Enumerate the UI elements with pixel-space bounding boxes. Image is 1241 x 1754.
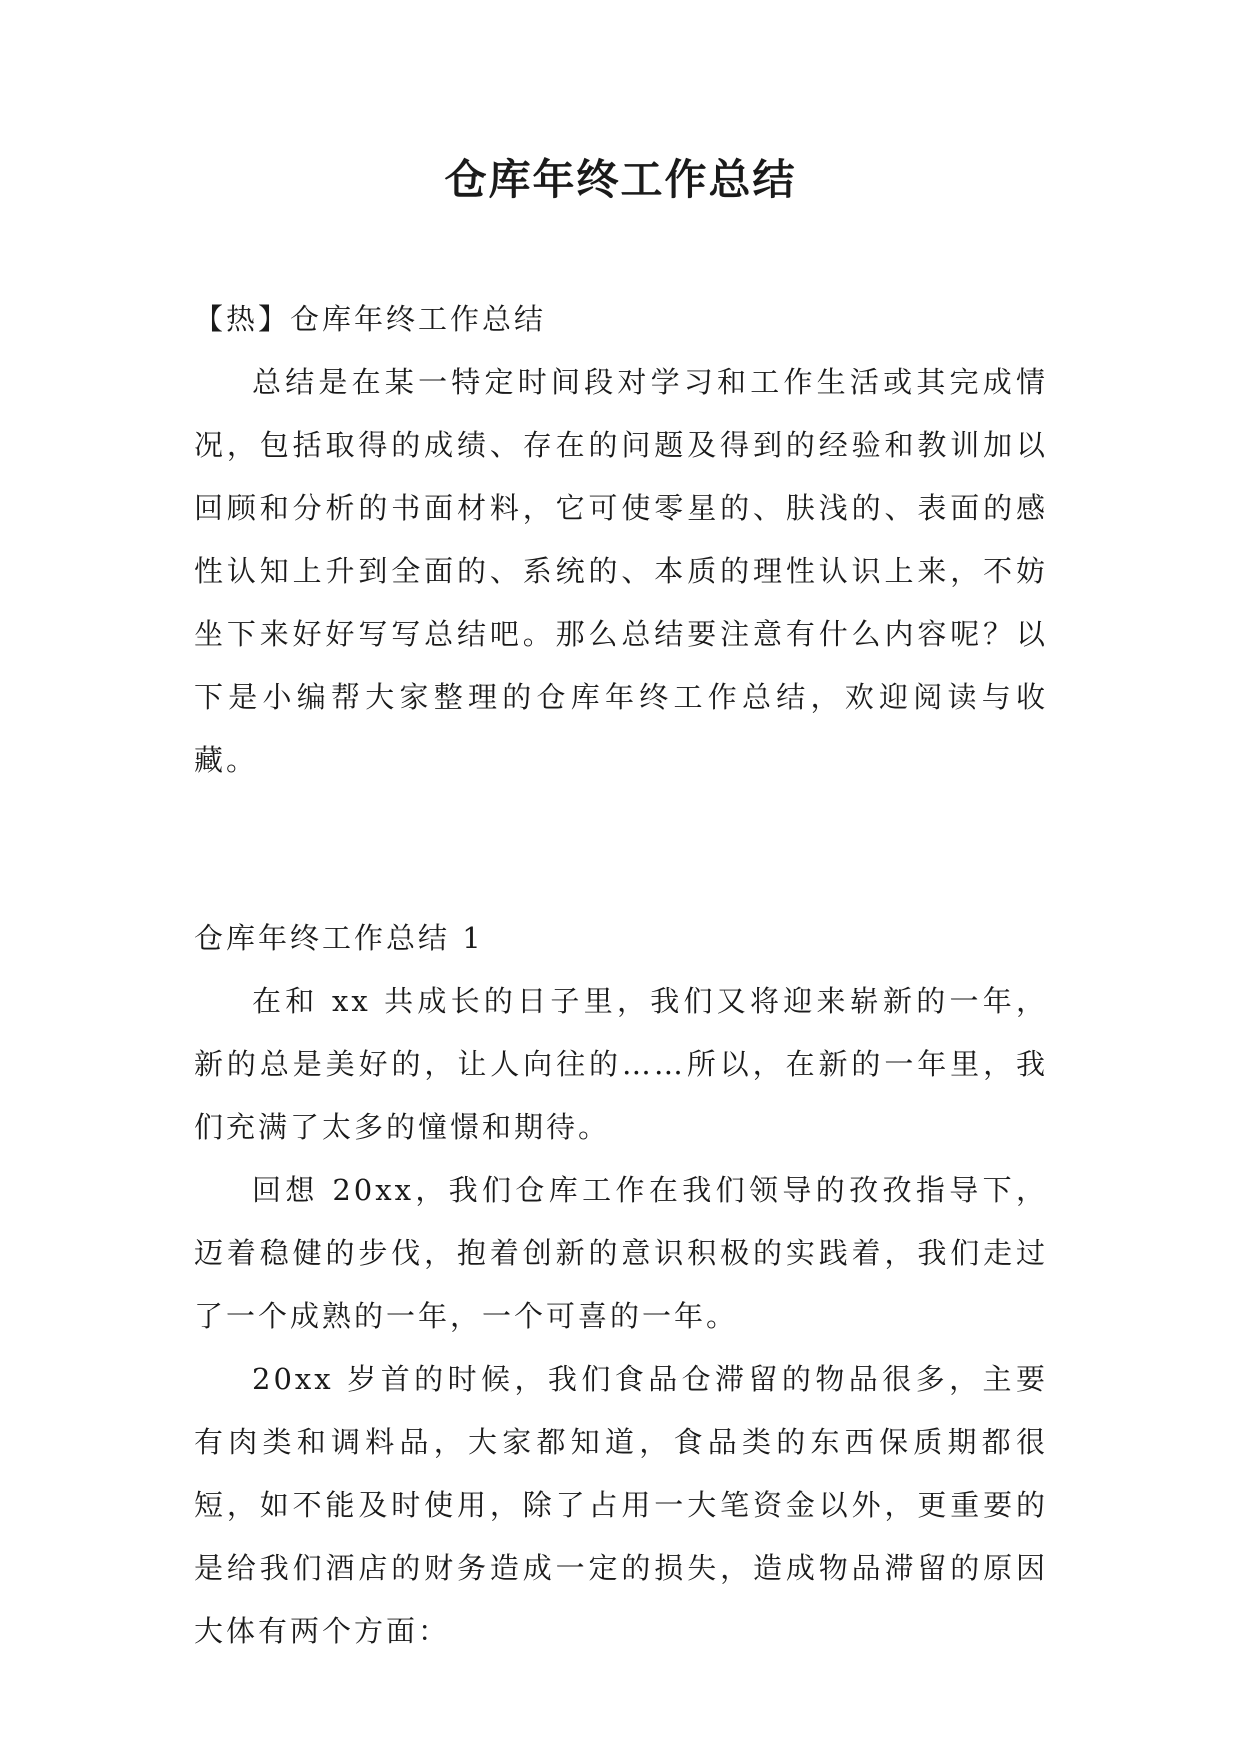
document-title: 仓库年终工作总结 bbox=[444, 155, 797, 204]
subtitle-line: 【热】仓库年终工作总结 bbox=[194, 302, 547, 336]
body-paragraph: 在和 xx 共成长的日子里，我们又将迎来崭新的一年，新的总是美好的，让人向往的……所以，在新的一年里，我们充满了太多的憧憬和期待。 bbox=[194, 984, 1048, 1144]
section-1-block bbox=[194, 907, 1048, 1663]
body-paragraph: 回想 20xx，我们仓库工作在我们领导的孜孜指导下，迈着稳健的步伐，抱着创新的意识积极的实践着，我们走过了一个成熟的一年，一个可喜的一年。 bbox=[194, 1173, 1048, 1333]
intro-block bbox=[194, 288, 1048, 792]
body-paragraph: 20xx 岁首的时候，我们食品仓滞留的物品很多，主要有肉类和调料品，大家都知道，食品类的东西保质期都很短，如不能及时使用，除了占用一大笔资金以外，更重要的是给我们酒店的财务造成一定的损失，造成物品滞留的原因大体有两个方面： bbox=[194, 1362, 1048, 1648]
intro-paragraph: 总结是在某一特定时间段对学习和工作生活或其完成情况，包括取得的成绩、存在的问题及得到的经验和教训加以回顾和分析的书面材料，它可使零星的、肤浅的、表面的感性认知上升到全面的、系统的、本质的理性认识上来，不妨坐下来好好写写总结吧。那么总结要注意有什么内容呢？以下是小编帮大家整理的仓库年终工作总结，欢迎阅读与收藏。 bbox=[194, 365, 1048, 777]
section-heading: 仓库年终工作总结 1 bbox=[194, 921, 484, 955]
